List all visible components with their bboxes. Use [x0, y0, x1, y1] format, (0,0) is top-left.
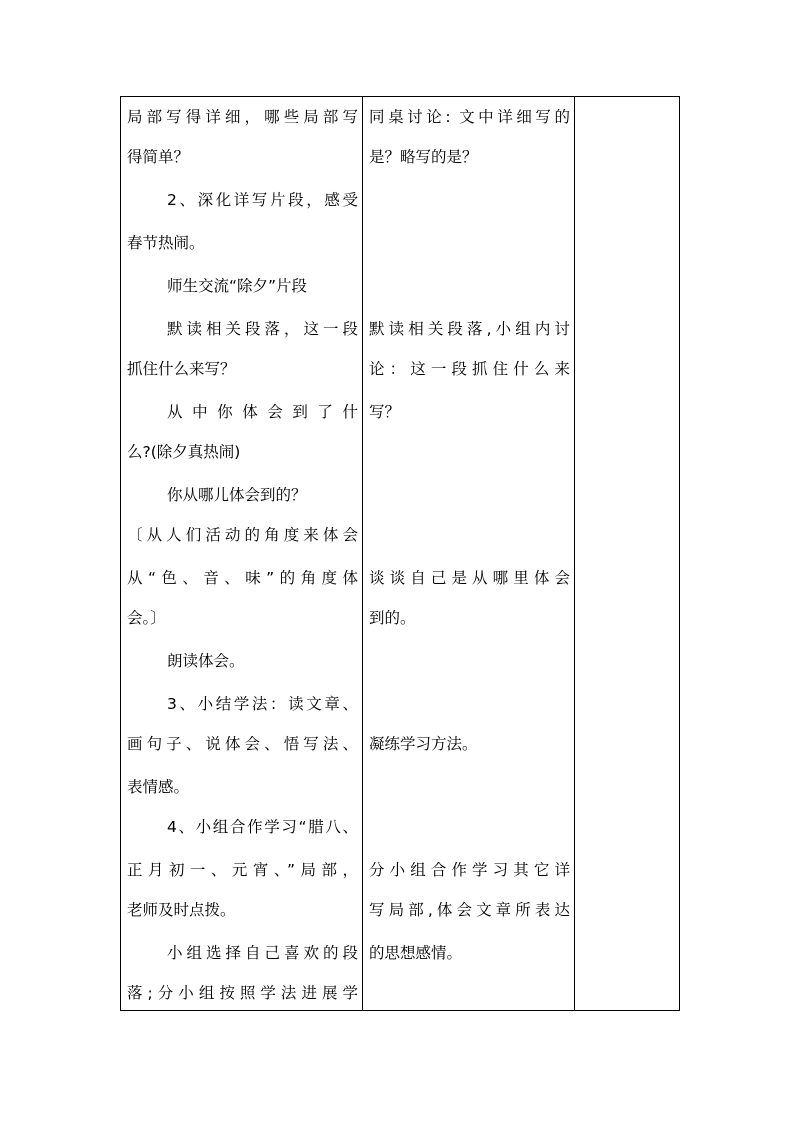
- table-text-line: 春节热闹。: [127, 234, 205, 252]
- table-text-line: 是？略写的是？: [369, 148, 478, 166]
- table-text-line: 正月初一、元宵、”局部，: [127, 861, 358, 879]
- table-text-line: 写局部,体会文章所表达: [369, 901, 570, 919]
- table-text-line: 师生交流“除夕”片段: [167, 277, 308, 295]
- lesson-plan-table: [120, 96, 680, 1011]
- table-text-line: 到的。: [369, 609, 416, 627]
- table-text-line: 3、小结学法：读文章、: [167, 695, 358, 713]
- table-text-line: 默读相关段落，这一段: [167, 320, 358, 338]
- table-text-line: 谈谈自己是从哪里体会: [369, 569, 570, 587]
- table-text-line: 朗读体会。: [167, 652, 245, 670]
- table-text-line: 2、深化详写片段，感受: [167, 191, 358, 209]
- table-text-line: 的思想感情。: [369, 944, 463, 962]
- table-text-line: 4、小组合作学习“腊八、: [167, 818, 358, 836]
- table-text-line: 默读相关段落,小组内讨: [369, 320, 570, 338]
- table-text-line: 么?(除夕真热闹): [127, 443, 241, 461]
- table-text-line: 凝练学习方法。: [369, 735, 478, 753]
- table-text-line: 分小组合作学习其它详: [369, 861, 570, 879]
- table-text-line: 小组选择自己喜欢的段: [167, 944, 358, 962]
- table-text-line: 老师及时点拨。: [127, 901, 236, 919]
- table-text-line: 〔从人们活动的角度来体会: [127, 526, 358, 544]
- table-text-line: 画句子、说体会、悟写法、: [127, 735, 358, 753]
- table-text-line: 局部写得详细，哪些局部写: [127, 108, 358, 126]
- table-text-line: 抓住什么来写？: [127, 360, 236, 378]
- table-text-line: 同桌讨论: 文中详细写的: [369, 108, 570, 126]
- table-text-line: 写？: [369, 403, 401, 421]
- notes-column: [121, 97, 679, 1010]
- table-text-line: 会。〕: [127, 609, 166, 627]
- table-text-line: 从中你体会到了什: [167, 403, 358, 421]
- table-text-line: 从“色、音、味”的角度体: [127, 569, 358, 587]
- table-text-line: 得简单？: [127, 148, 190, 166]
- table-text-line: 论：这一段抓住什么来: [369, 360, 570, 378]
- table-text-line: 你从哪儿体会到的？: [167, 486, 307, 504]
- table-text-line: 落;分小组按照学法进展学: [127, 984, 358, 1002]
- table-text-line: 表情感。: [127, 778, 190, 796]
